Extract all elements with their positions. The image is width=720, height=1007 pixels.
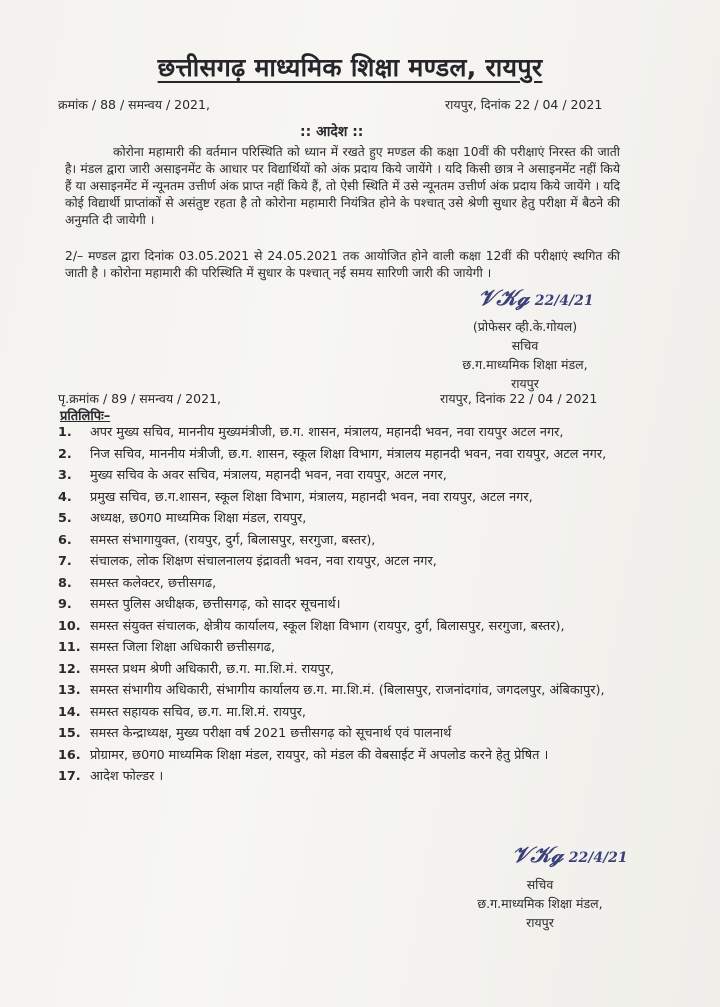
copy-date: रायपुर, दिनांक 22 / 04 / 2021 <box>440 391 598 406</box>
list-item: 8. समस्त कलेक्टर, छत्तीसगढ, <box>58 575 217 591</box>
signatory-name: (प्रोफेसर व्ही.के.गोयल) <box>472 319 578 334</box>
list-item: 15. समस्त केन्द्राध्यक्ष, मुख्य परीक्षा वर्ष 2021 छत्तीसगढ़ को सूचनार्थ एवं पालनार्थ <box>58 726 452 741</box>
list-item: 2. निज सचिव, माननीय मंत्रीजी, छ.ग. शासन, स्कूल शिक्षा विभाग, मंत्रालय महानदी भवन, नवा रायपुर, अटल नगर, <box>58 446 607 462</box>
list-item: 6. समस्त संभागायुक्त, (रायपुर, दुर्ग, बिलासपुर, सरगुजा, बस्तर), <box>58 532 376 548</box>
signatory-office: छ.ग.माध्यमिक शिक्षा मंडल, <box>477 896 603 911</box>
order-paragraph-1: कोरोना महामारी की वर्तमान परिस्थिति को ध्यान में रखते हुए मण्डल की कक्षा 10वीं की परीक्षाएं निरस्त की जाती है। मंडल द्वारा जारी असाइनमेंट के आधार पर विद्यार्थियों को अंक प्रदाय किये जायेंगे । यदि किसी छात्र ने असाइनमेंट नहीं किये हैं या असाइनमेंट में न्यूनतम उत्तीर्ण अंक प्राप्त नहीं किये हैं, तो ऐसी स्थिति में उसे न्यूनतम उत्तीर्ण अंक प्रदाय किये जायेंगे । यदि कोई विद्यार्थी प्राप्तांकों से असंतुष्ट रहता है तो कोरोना महामारी नियंत्रित होने के पश्चात् उसे श्रेणी सुधार हेतु परीक्षा में बैठने की अनुमति दी जायेगी । <box>65 145 620 227</box>
order-heading: :: आदेश :: <box>300 124 364 140</box>
list-item: 17. आदेश फोल्डर । <box>58 769 164 784</box>
signatory-city: रायपुर <box>526 915 554 930</box>
copy-reference-number: पृ.क्रमांक / 89 / समन्वय / 2021, <box>58 391 222 406</box>
distribution-list <box>58 424 643 790</box>
list-item: 10. समस्त संयुक्त संचालक, क्षेत्रीय कार्यालय, स्कूल शिक्षा विभाग (रायपुर, दुर्ग, बिलासपुर, सरगुजा, बस्तर), <box>58 618 565 634</box>
reference-number: क्रमांक / 88 / समन्वय / 2021, <box>58 97 210 112</box>
signatory-designation: सचिव <box>511 338 539 353</box>
signatory-block <box>440 317 610 393</box>
order-paragraph-2: 2/– मण्डल द्वारा दिनांक 03.05.2021 से 24.05.2021 तक आयोजित होने वाली कक्षा 12वीं की परीक्षाएं स्थगित की जाती है । कोरोना महामारी की परिस्थिति में सुधार के पश्चात् नई समय सारिणी जारी की जायेगी । <box>65 249 620 280</box>
signatory-city: रायपुर <box>511 376 539 391</box>
copy-to-label: प्रतिलिपिः– <box>60 409 111 424</box>
signatory-office: छ.ग.माध्यमिक शिक्षा मंडल, <box>462 357 588 372</box>
list-item: 11. समस्त जिला शिक्षा अधिकारी छत्तीसगढ, <box>58 640 276 655</box>
list-item: 16. प्रोग्रामर, छ0ग0 माध्यमिक शिक्षा मंडल, रायपुर, को मंडल की वेबसाईट में अपलोड करने हेतु प्रेषित । <box>58 747 549 763</box>
list-item: 5. अध्यक्ष, छ0ग0 माध्यमिक शिक्षा मंडल, रायपुर, <box>58 511 307 526</box>
list-item: 14. समस्त सहायक सचिव, छ.ग. मा.शि.मं. रायपुर, <box>58 704 306 720</box>
list-item: 1. अपर मुख्य सचिव, माननीय मुख्यमंत्रीजी, छ.ग. शासन, मंत्रालय, महानदी भवन, नवा रायपुर अटल नगर, <box>58 425 564 440</box>
list-item: 3. मुख्य सचिव के अवर सचिव, मंत्रालय, महानदी भवन, नवा रायपुर, अटल नगर, <box>58 468 447 483</box>
page-title: छत्तीसगढ़ माध्यमिक शिक्षा मण्डल, रायपुर <box>157 53 543 82</box>
list-item: 12. समस्त प्रथम श्रेणी अधिकारी, छ.ग. मा.शि.मं. रायपुर, <box>58 661 335 677</box>
list-item: 13. समस्त संभागीय अधिकारी, संभागीय कार्यालय छ.ग. मा.शि.मं. (बिलासपुर, राजनांदगांव, जगदलपुर, अंबिकापुर), <box>58 683 605 698</box>
list-item: 4. प्रमुख सचिव, छ.ग.शासन, स्कूल शिक्षा विभाग, मंत्रालय, महानदी भवन, नवा रायपुर, अटल नगर, <box>58 489 533 505</box>
handwritten-signature: 𝒱𝒦ℊ 22/4/21 <box>478 285 594 311</box>
order-date: रायपुर, दिनांक 22 / 04 / 2021 <box>445 97 603 112</box>
list-item: 7. संचालक, लोक शिक्षण संचालनालय इंद्रावती भवन, नवा रायपुर, अटल नगर, <box>58 554 437 569</box>
handwritten-signature-2: 𝒱𝒦ℊ 22/4/21 <box>512 842 628 868</box>
list-item: 9. समस्त पुलिस अधीक्षक, छत्तीसगढ़, को सादर सूचनार्थ। <box>58 597 341 612</box>
signatory-designation: सचिव <box>526 877 554 892</box>
signatory-block-2 <box>455 875 625 932</box>
